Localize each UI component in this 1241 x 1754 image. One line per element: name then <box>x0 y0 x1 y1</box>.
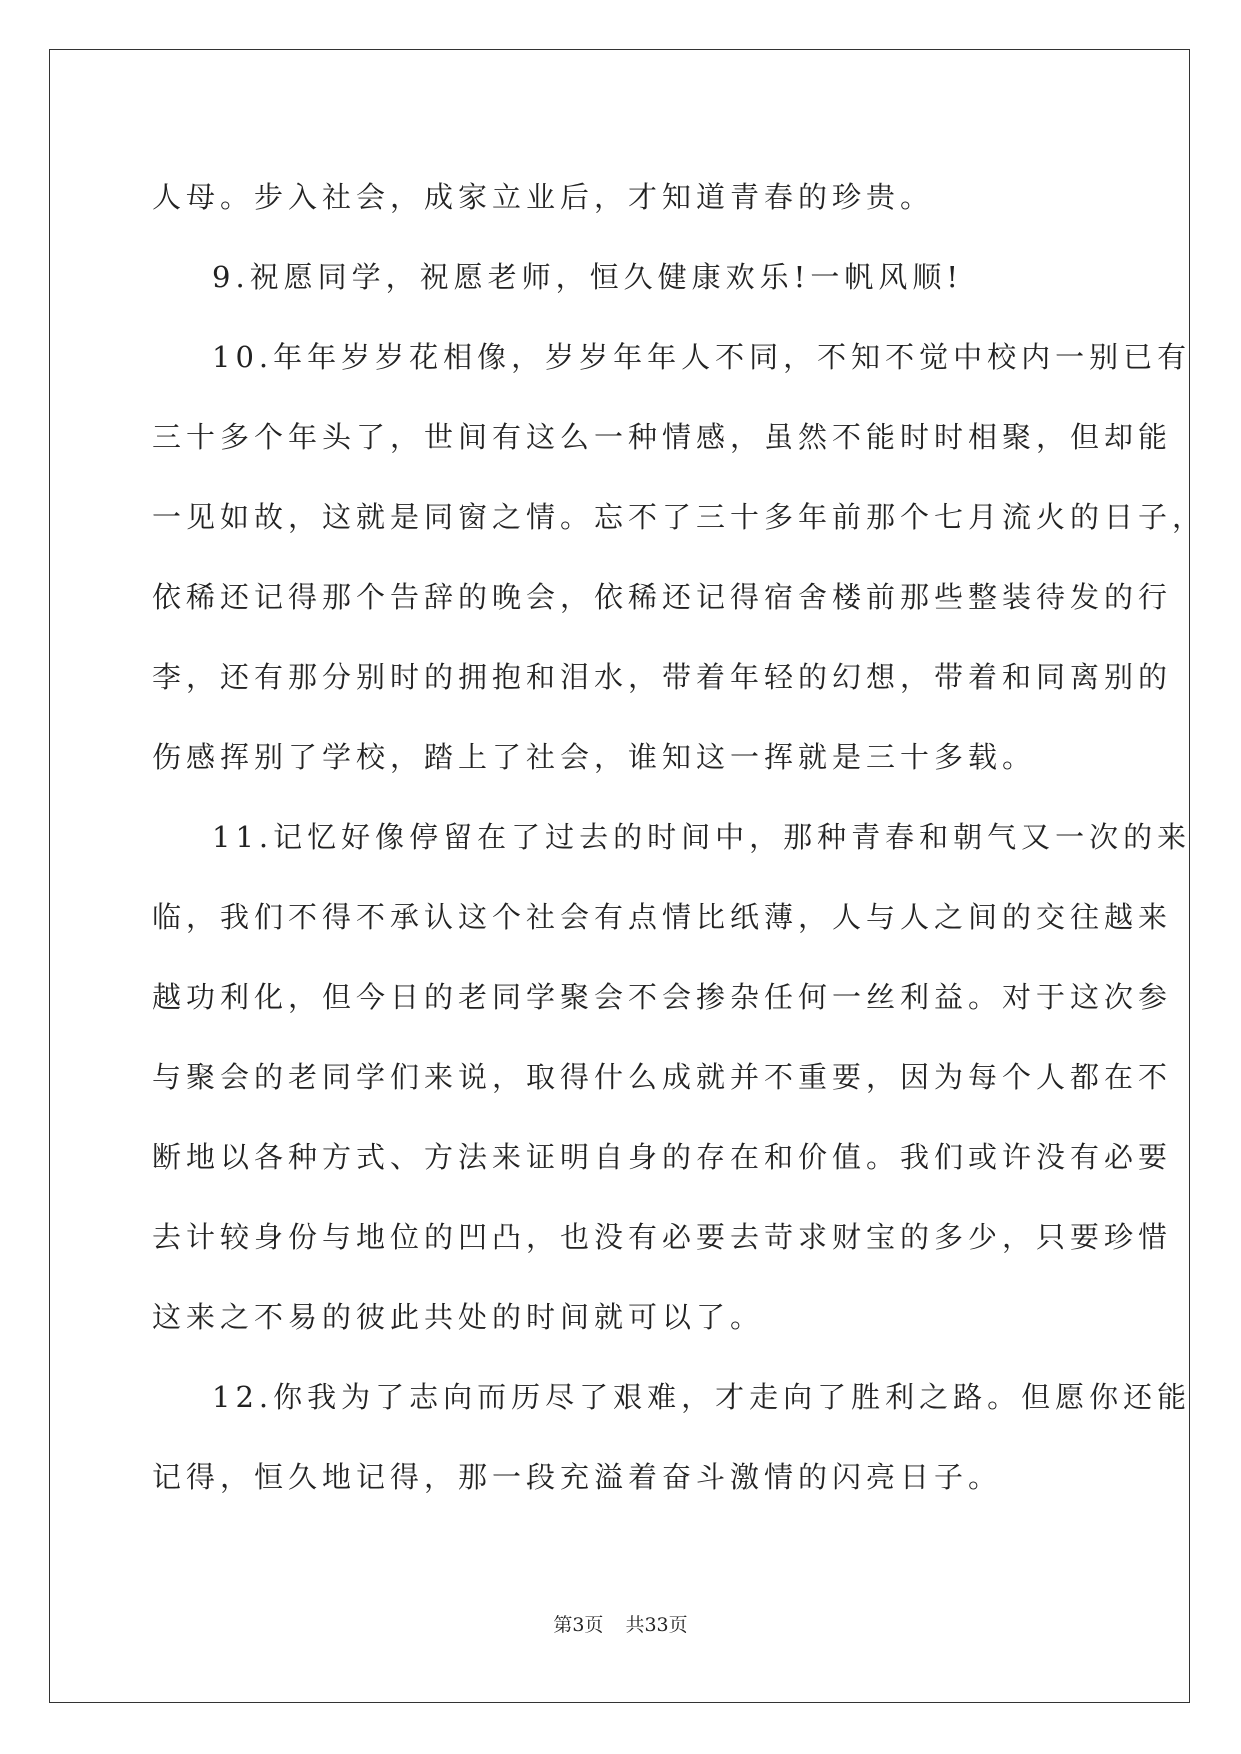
text-line: 临，我们不得不承认这个社会有点情比纸薄，人与人之间的交往越来 <box>152 900 1173 934</box>
page-number: 第3页 <box>553 1614 604 1636</box>
text-line: 断地以各种方式、方法来证明自身的存在和价值。我们或许没有必要 <box>152 1140 1173 1174</box>
text-line: 越功利化，但今日的老同学聚会不会掺杂任何一丝利益。对于这次参 <box>152 980 1173 1014</box>
text-line: 11.记忆好像停留在了过去的时间中，那种青春和朝气又一次的来 <box>212 820 1192 854</box>
text-line: 人母。步入社会，成家立业后，才知道青春的珍贵。 <box>152 180 935 214</box>
text-line: 9.祝愿同学，祝愿老师，恒久健康欢乐!一帆风顺! <box>212 260 963 294</box>
text-line: 记得，恒久地记得，那一段充溢着奋斗激情的闪亮日子。 <box>152 1460 1003 1494</box>
text-line: 三十多个年头了，世间有这么一种情感，虽然不能时时相聚，但却能 <box>152 420 1173 454</box>
text-line: 一见如故，这就是同窗之情。忘不了三十多年前那个七月流火的日子， <box>152 500 1207 534</box>
text-line: 12.你我为了志向而历尽了艰难，才走向了胜利之路。但愿你还能 <box>212 1380 1192 1414</box>
text-line: 伤感挥别了学校，踏上了社会，谁知这一挥就是三十多载。 <box>152 740 1037 774</box>
text-line: 李，还有那分别时的拥抱和泪水，带着年轻的幻想，带着和同离别的 <box>152 660 1173 694</box>
text-line: 依稀还记得那个告辞的晚会，依稀还记得宿舍楼前那些整装待发的行 <box>152 580 1173 614</box>
page-footer <box>0 1610 1241 1637</box>
document-body <box>152 157 1207 1517</box>
text-line: 去计较身份与地位的凹凸，也没有必要去苛求财宝的多少，只要珍惜 <box>152 1220 1173 1254</box>
page-total: 共33页 <box>625 1614 688 1636</box>
text-block <box>152 157 1207 1517</box>
text-line: 10.年年岁岁花相像，岁岁年年人不同，不知不觉中校内一别已有 <box>212 340 1192 374</box>
text-line: 与聚会的老同学们来说，取得什么成就并不重要，因为每个人都在不 <box>152 1060 1173 1094</box>
text-line: 这来之不易的彼此共处的时间就可以了。 <box>152 1300 765 1334</box>
